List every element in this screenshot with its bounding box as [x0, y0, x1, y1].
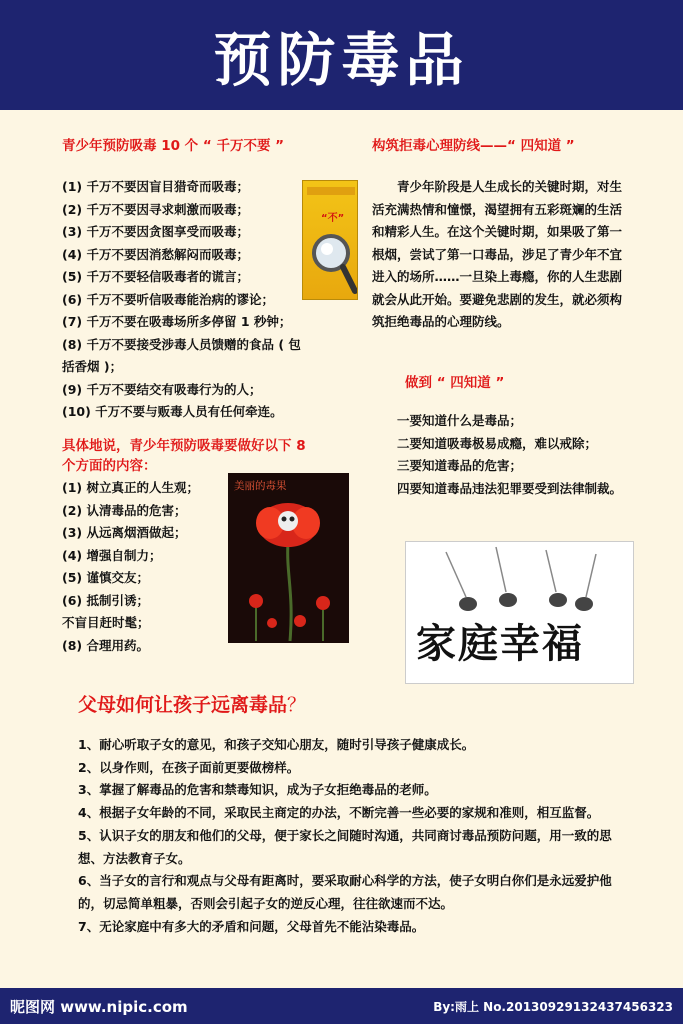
- aspect-item: (3) 从远离烟酒做起；: [62, 525, 187, 540]
- four-knows-list: [372, 410, 634, 500]
- parent-advice-item: 7、无论家庭中有多大的矛盾和问题，父母首先不能沾染毒品。: [78, 918, 425, 934]
- dont-item: (1) 千万不要因盲目猎奇而吸毒；: [62, 179, 249, 194]
- dont-item: (2) 千万不要因寻求刺激而吸毒；: [62, 201, 249, 217]
- dont-item: 括香烟 )；: [62, 359, 123, 374]
- poppy-image: [228, 473, 349, 643]
- parents-title-question-mark: ？: [287, 694, 307, 716]
- magnifier-icon: [303, 181, 358, 300]
- dont-item: (3) 千万不要因贪图享受而吸毒；: [62, 224, 249, 239]
- parent-advice-item: 5、认识子女的朋友和他们的父母，便于家长之间随时沟通，共同商讨毒品预防问题，用一致的思想、方法教育子女。: [78, 827, 612, 866]
- page-header: [0, 0, 683, 110]
- psych-title: 构筑拒毒心理防线——“ 四知道 ”: [372, 138, 575, 154]
- aspects-list: [62, 477, 227, 657]
- dont-item: (7) 千万不要在吸毒场所多停留 1 秒钟；: [62, 314, 292, 329]
- parent-advice-item: 4、根据子女年龄的不同，采取民主商定的办法，不断完善一些必要的家规和准则，相互监督。: [78, 805, 600, 821]
- dont-item: (4) 千万不要因消愁解闷而吸毒；: [62, 246, 249, 262]
- dont-item: (5) 千万不要轻信吸毒者的谎言；: [62, 269, 249, 284]
- aspects-title-line2: 个方面的内容：: [62, 458, 157, 474]
- aspects-title-line1: 具体地说，青少年预防吸毒要做好以下 8: [62, 438, 306, 454]
- page-title: 预防毒品: [213, 26, 470, 94]
- know-item: 三要知道毒品的危害；: [397, 458, 523, 473]
- know-item: 一要知道什么是毒品；: [397, 413, 523, 428]
- parents-title-text: 父母如何让孩子远离毒品: [78, 694, 288, 716]
- dont-item: (6) 千万不要听信吸毒能治病的谬论；: [62, 291, 274, 307]
- book-text: “不”: [321, 213, 345, 224]
- aspect-item: (2) 认清毒品的危害；: [62, 502, 187, 518]
- family-text: 家庭幸福: [416, 621, 584, 667]
- aspect-item: (5) 谨慎交友；: [62, 570, 149, 585]
- dont-item: (10) 千万不要与贩毒人员有任何牵连。: [62, 404, 283, 419]
- four-knows-title: 做到 “ 四知道 ”: [405, 375, 505, 391]
- parents-list: [78, 734, 623, 938]
- parents-title: [78, 690, 306, 717]
- aspect-item: 不盲目赶时髦；: [62, 615, 150, 630]
- author-id: By:雨上 No.20130929132437456323: [433, 999, 673, 1014]
- poppy-flower-icon: [228, 473, 349, 643]
- parent-advice-item: 1、耐心听取子女的意见，和孩子交知心朋友，随时引导孩子健康成长。: [78, 737, 475, 752]
- poppy-caption: 美丽的毒果: [234, 480, 287, 492]
- aspect-item: (6) 抵制引诱；: [62, 592, 149, 608]
- psych-paragraph: 青少年阶段是人生成长的关键时期，对生活充满热情和憧憬，渴望拥有五彩斑斓的生活和精彩人生。在这个关键时期，如果吸了第一根烟，尝试了第一口毒品，涉足了青少年不宜进入的场所……一旦染上毒瘾，你的人生悲剧就会从此开始。要避免悲剧的发生，就必须构筑拒绝毒品的心理防线。: [372, 179, 623, 329]
- family-image: [405, 541, 634, 684]
- footer: [0, 988, 683, 1024]
- aspect-item: (8) 合理用药。: [62, 637, 149, 653]
- aspects-title: [62, 436, 362, 476]
- donts-title: 青少年预防吸毒 10 个 “ 千万不要 ”: [62, 138, 285, 154]
- book-image: [302, 180, 358, 300]
- know-item: 四要知道毒品违法犯罪要受到法律制裁。: [397, 480, 623, 496]
- dont-item: (9) 千万不要结交有吸毒行为的人；: [62, 381, 262, 397]
- parent-advice-item: 6、当子女的言行和观点与父母有距离时，要采取耐心科学的方法，使子女明白你们是永远爱护他的，切忌简单粗暴，否则会引起子女的逆反心理，往往欲速而不达。: [78, 873, 612, 911]
- site-logo: 昵图网 www.nipic.com: [10, 997, 188, 1016]
- aspect-item: (4) 增强自制力；: [62, 547, 162, 563]
- aspect-item: (1) 树立真正的人生观；: [62, 480, 199, 495]
- parent-advice-item: 3、掌握了解毒品的危害和禁毒知识，成为子女拒绝毒品的老师。: [78, 782, 437, 798]
- know-item: 二要知道吸毒极易成瘾，难以戒除；: [397, 435, 598, 451]
- parent-advice-item: 2、以身作则，在孩子面前更要做榜样。: [78, 759, 300, 775]
- dont-item: (8) 千万不要接受涉毒人员馈赠的食品 ( 包: [62, 336, 301, 352]
